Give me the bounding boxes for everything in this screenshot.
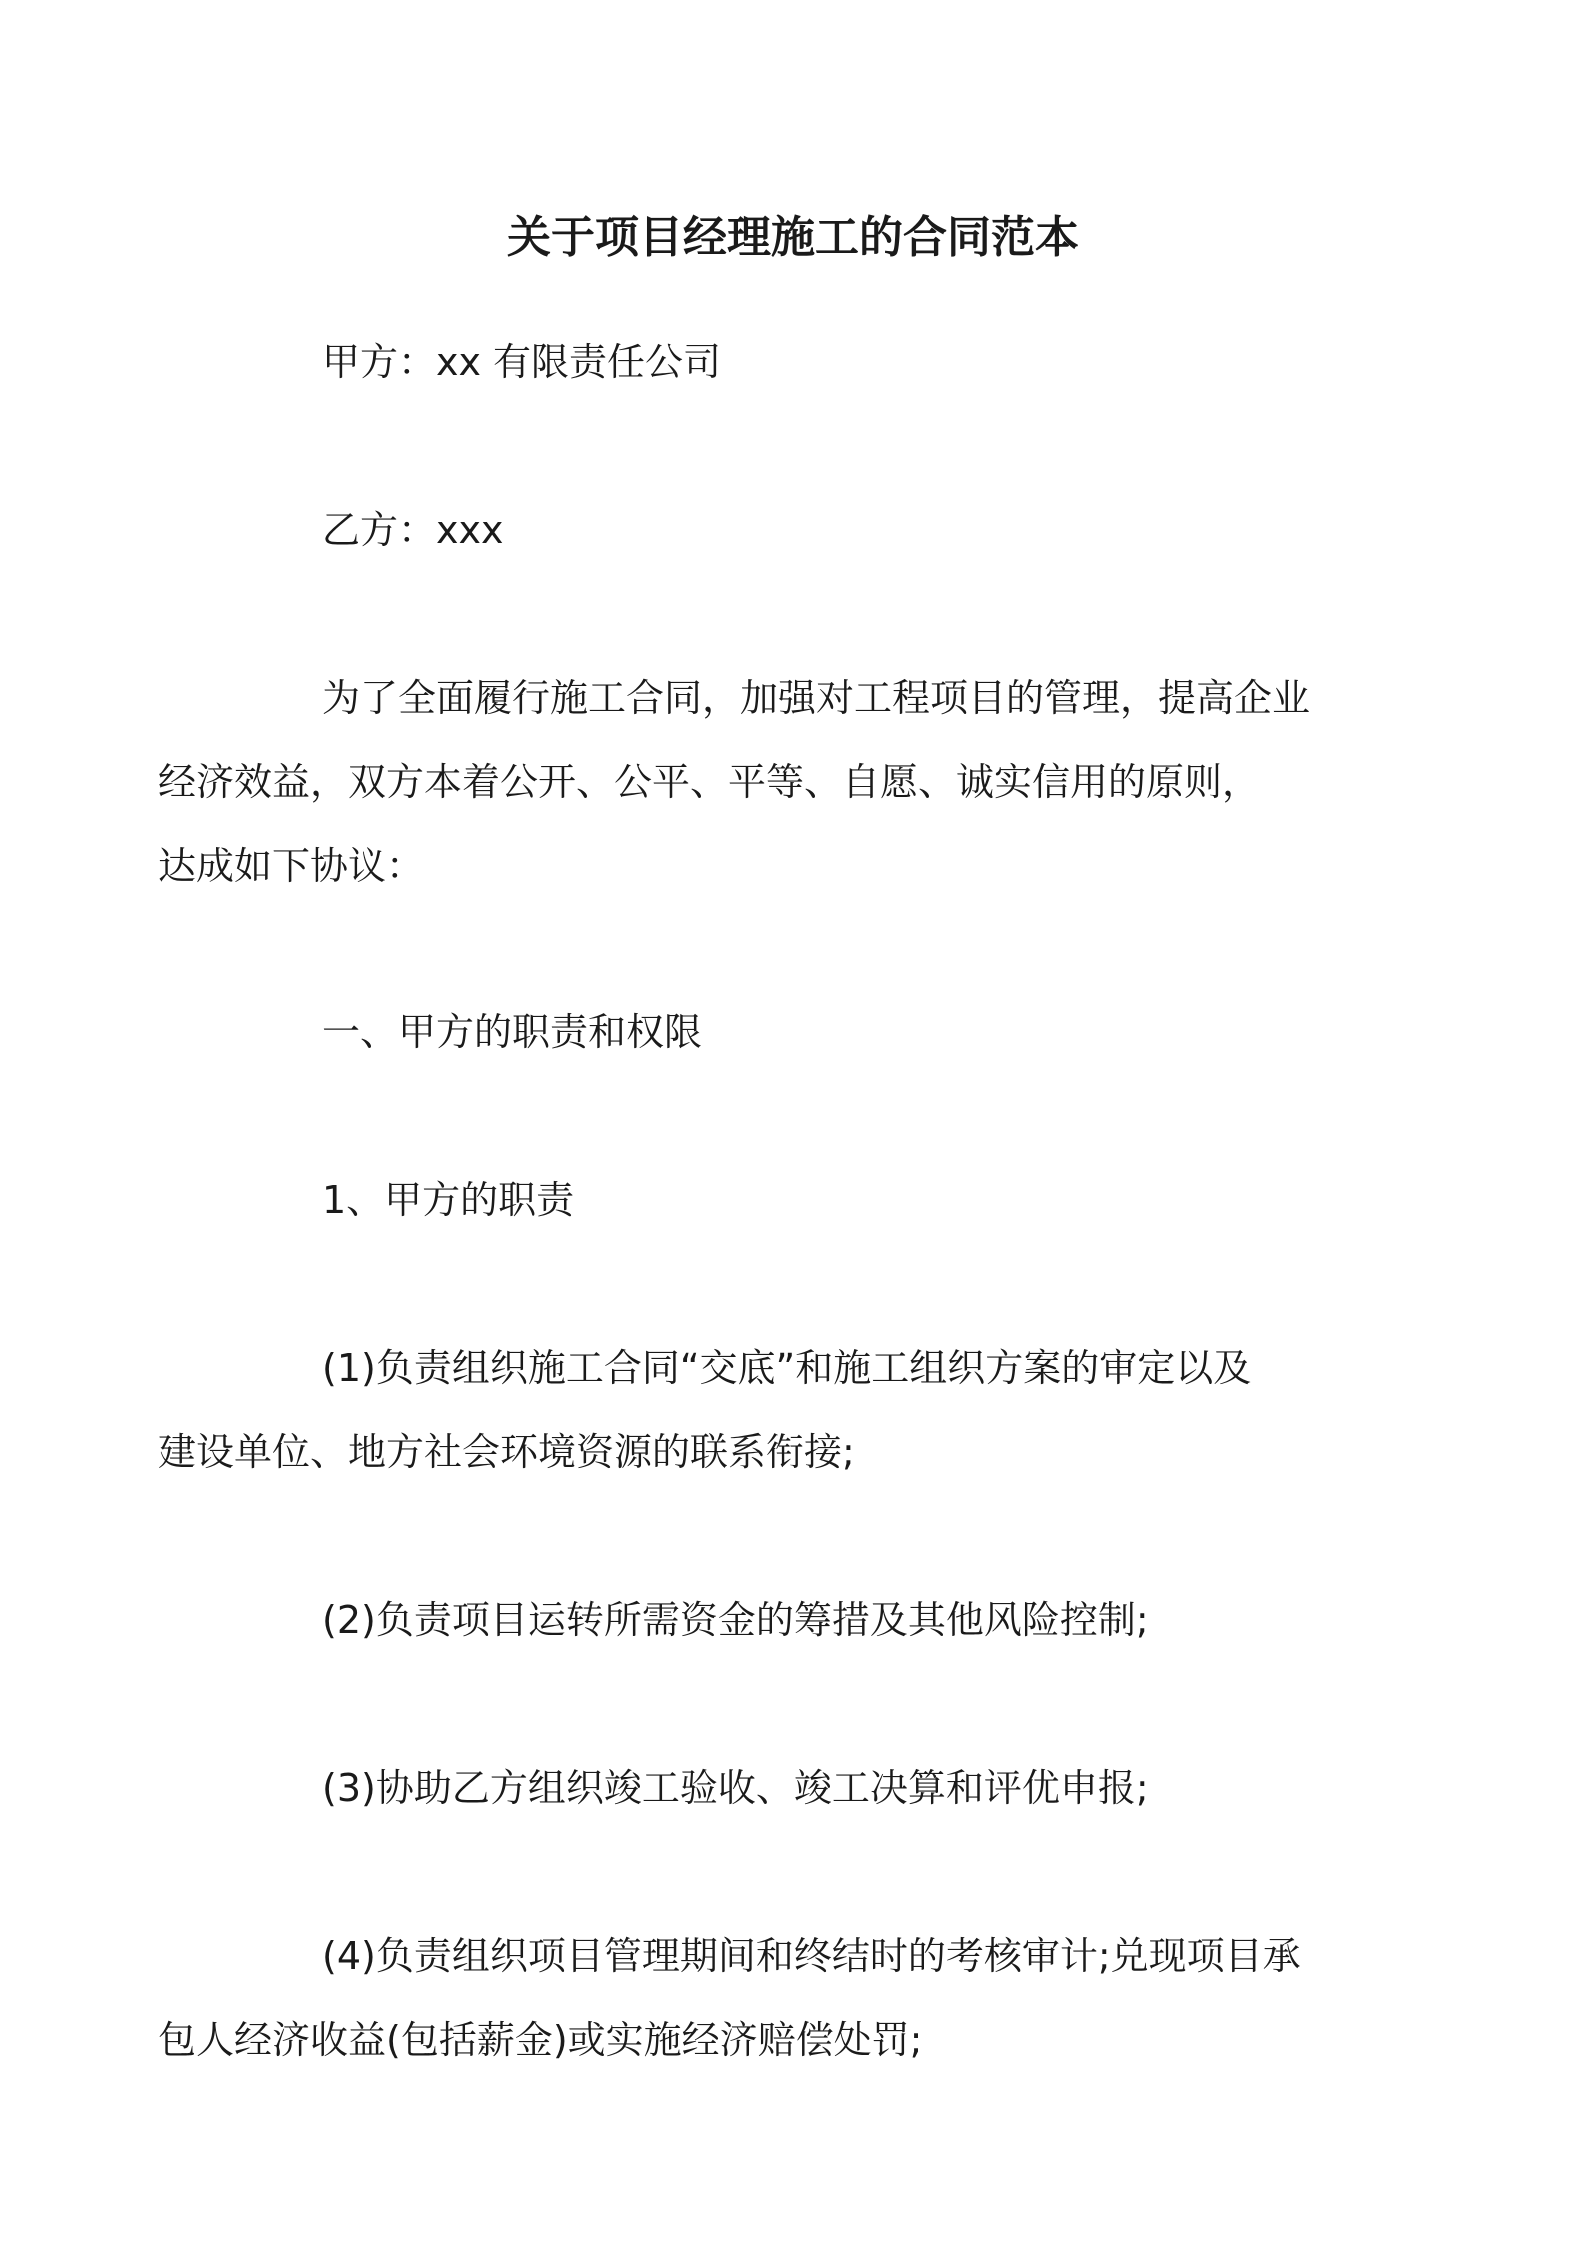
list-item-4-line-1: (4)负责组织项目管理期间和终结时的考核审计;兑现项目承 [322,1934,1301,1978]
intro-line-2: 经济效益，双方本着公开、公平、平等、自愿、诚实信用的原则， [158,760,1261,804]
list-item [158,1914,1390,2082]
list-item-3-line-1: (3)协助乙方组织竣工验收、竣工决算和评优申报; [322,1766,1149,1810]
section-1-heading [240,990,1390,1074]
party-a-line [240,320,1390,404]
party-b-line [240,488,1390,572]
subsection-1-heading [240,1158,1390,1242]
party-a-text: 甲方：xx 有限责任公司 [322,340,722,384]
list-item [240,1746,1390,1830]
list-item-1-line-2: 建设单位、地方社会环境资源的联系衔接; [158,1430,855,1474]
intro-paragraph [158,656,1390,908]
party-b-text: 乙方：xxx [322,508,504,552]
list-item [240,1578,1390,1662]
intro-line-3: 达成如下协议： [158,844,425,888]
list-item [158,1326,1390,1494]
list-item-1-line-1: (1)负责组织施工合同“交底”和施工组织方案的审定以及 [322,1346,1252,1390]
list-item-4-line-2: 包人经济收益(包括薪金)或实施经济赔偿处罚; [158,2018,923,2062]
section-1-heading-text: 一、甲方的职责和权限 [322,1010,703,1054]
list-item-2-line-1: (2)负责项目运转所需资金的筹措及其他风险控制; [322,1598,1149,1642]
document-title: 关于项目经理施工的合同范本 [507,212,1079,263]
subsection-1-heading-text: 1、甲方的职责 [322,1178,575,1222]
intro-line-1: 为了全面履行施工合同，加强对工程项目的管理，提高企业 [322,676,1311,720]
